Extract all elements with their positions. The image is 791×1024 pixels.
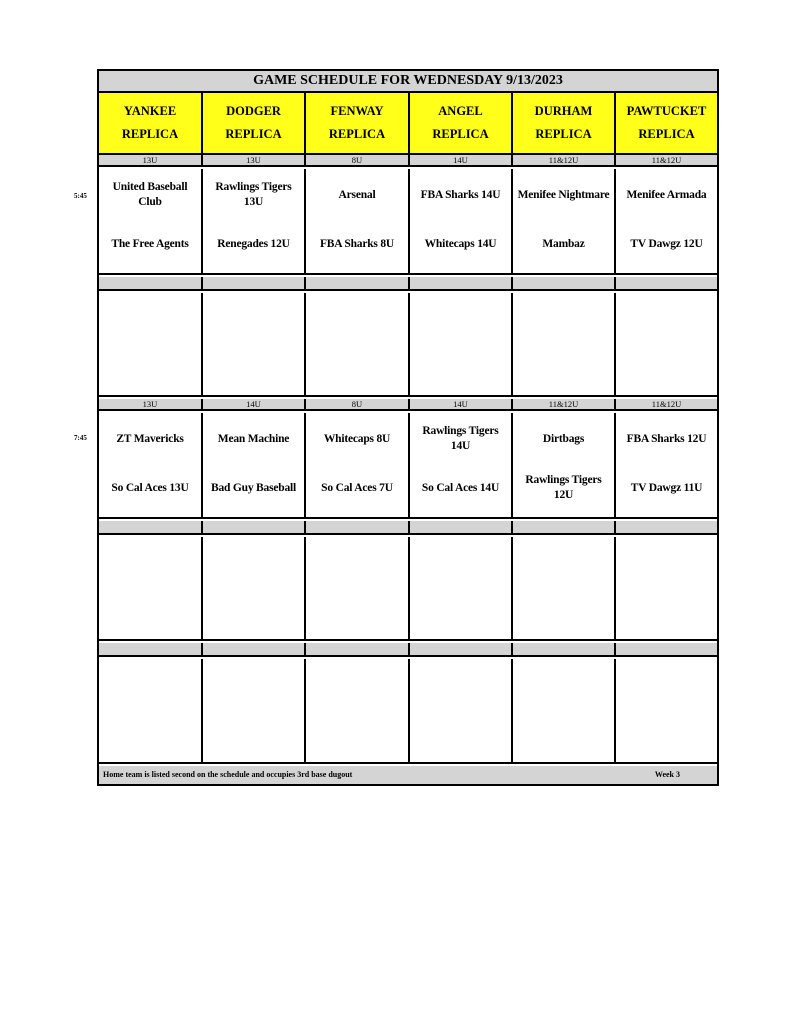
time-slot-1: 5:45 (74, 192, 87, 200)
age-division: 8U (306, 155, 410, 165)
away-team: Rawlings Tigers 13U (215, 181, 292, 208)
footer-row (99, 766, 717, 784)
separator-row (99, 521, 717, 535)
home-team: TV Dawgz 12U (630, 237, 703, 250)
separator-row (99, 277, 717, 291)
game-cell (99, 169, 203, 273)
away-team: Arsenal (338, 188, 376, 201)
home-team: FBA Sharks 8U (319, 237, 395, 250)
empty-row (99, 293, 717, 397)
age-row (99, 399, 717, 411)
age-row (99, 155, 717, 167)
away-team: Mean Machine (217, 432, 290, 445)
field-header: FENWAY REPLICA (306, 93, 410, 153)
game-row (99, 169, 717, 275)
away-team: Menifee Nightmare (517, 188, 610, 201)
home-team: Bad Guy Baseball (211, 481, 296, 494)
away-team: Dirtbags (542, 432, 585, 445)
away-team: Menifee Armada (626, 188, 707, 201)
game-cell (513, 413, 616, 517)
field-header: DURHAM REPLICA (513, 93, 616, 153)
age-division: 14U (203, 399, 306, 409)
time-slot-2: 7:45 (74, 434, 87, 442)
away-team: ZT Mavericks (116, 432, 184, 445)
age-division: 13U (99, 399, 203, 409)
age-division: 11&12U (513, 399, 616, 409)
age-division: 13U (99, 155, 203, 165)
away-team: United Baseball Club (112, 181, 188, 208)
age-division: 8U (306, 399, 410, 409)
away-team: Rawlings Tigers 14U (422, 425, 499, 452)
home-team: Whitecaps 14U (424, 237, 497, 250)
field-header: ANGEL REPLICA (410, 93, 513, 153)
game-cell (616, 413, 717, 517)
separator-row (99, 643, 717, 657)
age-division: 13U (203, 155, 306, 165)
schedule-title: GAME SCHEDULE FOR WEDNESDAY 9/13/2023 (99, 71, 717, 93)
home-team: So Cal Aces 7U (321, 481, 393, 494)
age-division: 11&12U (513, 155, 616, 165)
home-team-note: Home team is listed second on the schedule and occupies 3rd base dugout (103, 770, 353, 779)
game-cell (203, 169, 306, 273)
home-team: TV Dawgz 11U (630, 481, 703, 494)
game-cell (203, 413, 306, 517)
game-row (99, 413, 717, 519)
empty-row (99, 659, 717, 764)
field-header: YANKEE REPLICA (99, 93, 203, 153)
away-team: FBA Sharks 14U (420, 188, 501, 201)
age-division: 14U (410, 399, 513, 409)
home-team: The Free Agents (111, 237, 189, 250)
away-team: FBA Sharks 12U (626, 432, 707, 445)
empty-row (99, 537, 717, 641)
home-team: Rawlings Tigers 12U (525, 474, 602, 501)
game-cell (306, 413, 410, 517)
home-team: Mambaz (542, 237, 585, 250)
game-cell (410, 413, 513, 517)
home-team: So Cal Aces 13U (111, 481, 189, 494)
game-cell (410, 169, 513, 273)
week-label: Week 3 (654, 770, 680, 779)
home-team: So Cal Aces 14U (421, 481, 500, 494)
game-cell (513, 169, 616, 273)
schedule-table (97, 69, 719, 786)
age-division: 11&12U (651, 155, 682, 165)
away-team: Whitecaps 8U (323, 432, 391, 445)
home-team: Renegades 12U (217, 237, 290, 250)
field-header: DODGER REPLICA (203, 93, 306, 153)
game-cell (616, 169, 717, 273)
game-cell (99, 413, 203, 517)
field-header: PAWTUCKET REPLICA (626, 104, 707, 141)
field-header-row (99, 93, 717, 155)
age-division: 11&12U (651, 399, 682, 409)
game-cell (306, 169, 410, 273)
age-division: 14U (410, 155, 513, 165)
